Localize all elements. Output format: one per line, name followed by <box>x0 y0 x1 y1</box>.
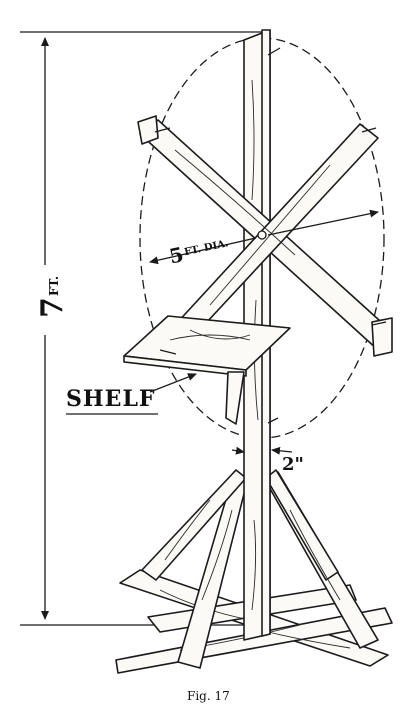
shelf-label: SHELF <box>66 386 156 412</box>
height-unit-label: FT. <box>47 275 61 296</box>
diameter-unit-label: FT. DIA. <box>183 238 230 259</box>
height-label: 7 <box>35 297 70 318</box>
figure-caption: Fig. 17 <box>187 689 230 703</box>
diameter-label: 5 <box>167 242 186 269</box>
post-width-label: 2" <box>282 454 304 475</box>
